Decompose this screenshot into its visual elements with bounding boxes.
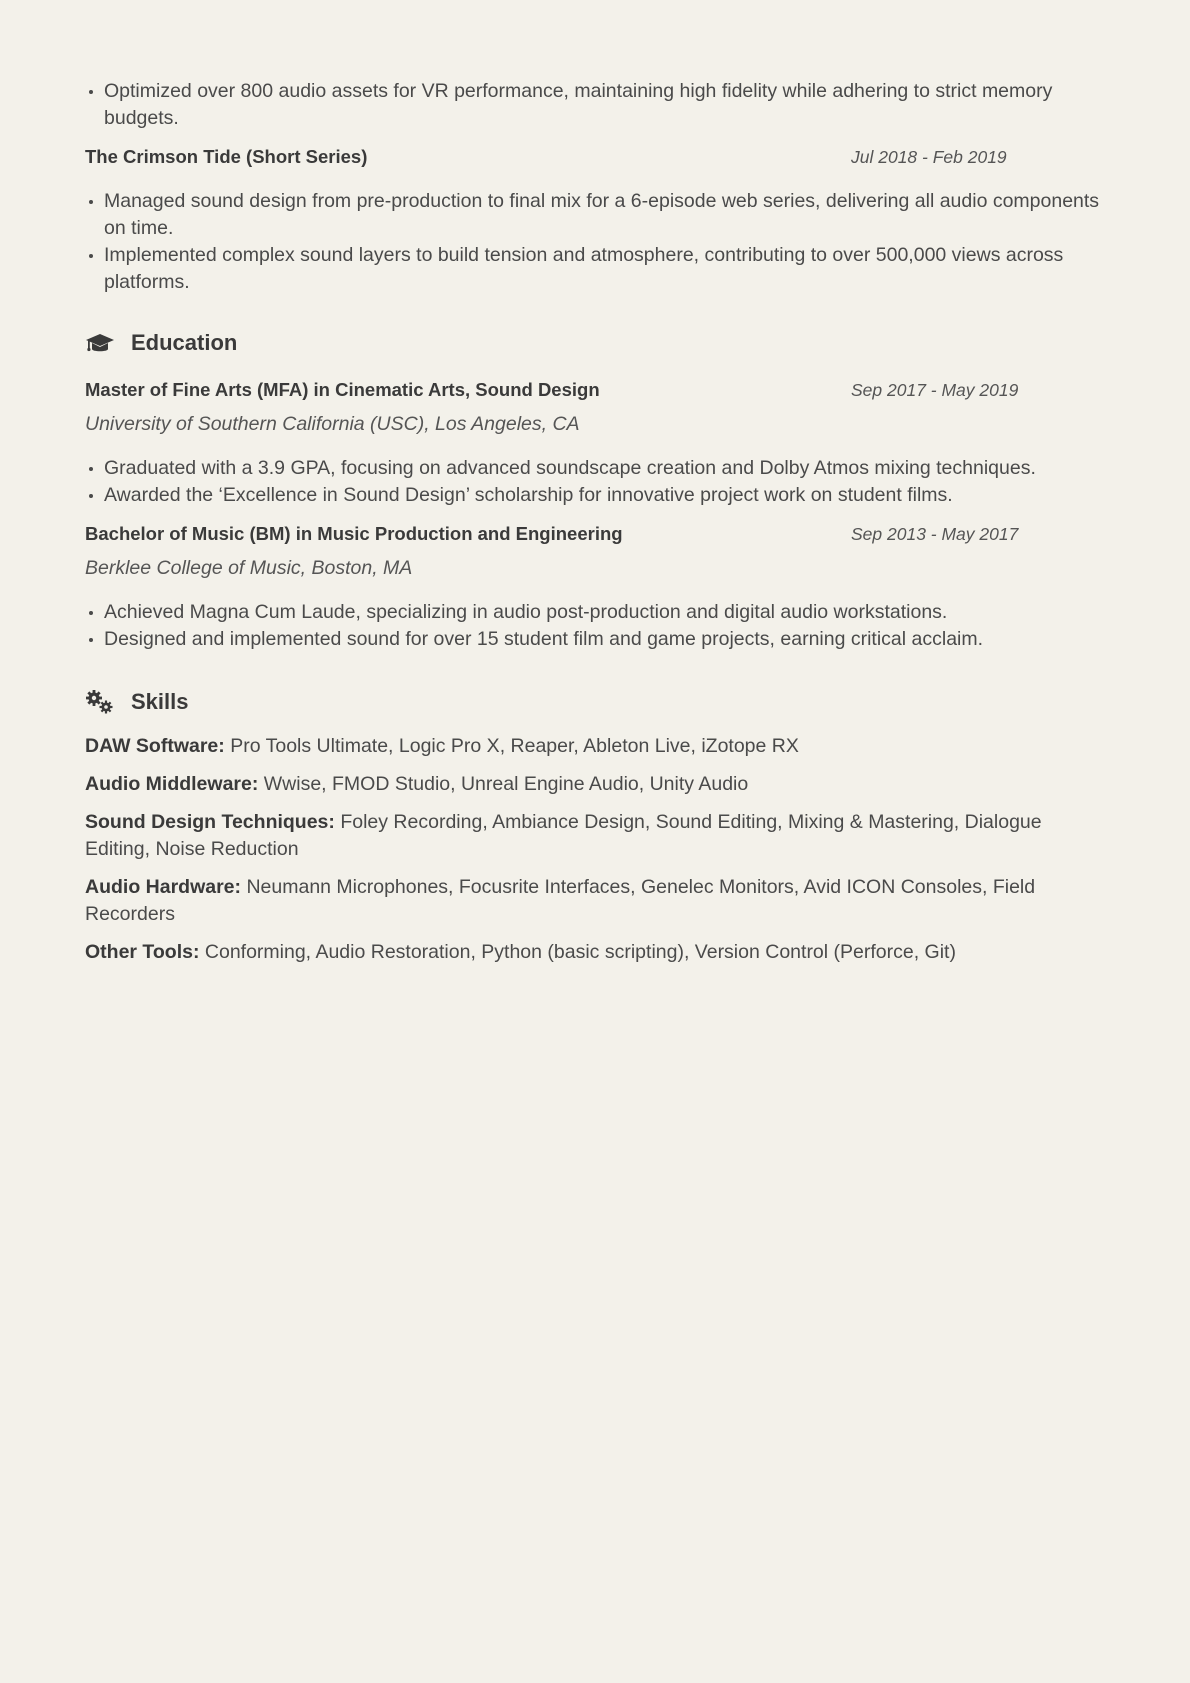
entry-title: Bachelor of Music (BM) in Music Production and Engineering (85, 523, 623, 544)
entry-title: The Crimson Tide (Short Series) (85, 146, 368, 167)
list-item: Awarded the ‘Excellence in Sound Design’ scholarship for innovative project work on student films. (104, 482, 1105, 509)
list-item: Achieved Magna Cum Laude, specializing in audio post-production and digital audio workstations. (104, 599, 1105, 626)
skill-label: Other Tools: (85, 941, 200, 963)
education-entry-header (85, 519, 1105, 549)
institution: Berklee College of Music, Boston, MA (85, 557, 413, 579)
section-title: Education (131, 330, 238, 355)
resume-page (85, 78, 1105, 966)
skill-value: Foley Recording, Ambiance Design, Sound Editing, Mixing & Mastering, Dialogue Editing, Noise Reduction (85, 811, 1042, 860)
entry-title: Master of Fine Arts (MFA) in Cinematic Arts, Sound Design (85, 379, 600, 400)
experience-entry-bullets (85, 188, 1105, 296)
skill-row (85, 809, 1105, 863)
experience-bullets (85, 78, 1105, 132)
skill-label: DAW Software: (85, 735, 225, 757)
skill-value: Pro Tools Ultimate, Logic Pro X, Reaper, Ableton Live, iZotope RX (230, 735, 799, 757)
skill-value: Wwise, FMOD Studio, Unreal Engine Audio, Unity Audio (263, 773, 749, 795)
gears-icon (85, 689, 115, 715)
skill-row (85, 874, 1105, 928)
skill-row (85, 771, 1105, 798)
list-item: Designed and implemented sound for over 15 student film and game projects, earning critical acclaim. (104, 626, 1105, 653)
list-item: Managed sound design from pre-production to final mix for a 6-episode web series, delivering all audio components on time. (104, 188, 1105, 242)
skill-label: Audio Middleware: (85, 773, 259, 795)
education-entry-header (85, 375, 1105, 405)
skill-label: Audio Hardware: (85, 876, 242, 898)
section-title: Skills (131, 689, 189, 714)
skill-value: Conforming, Audio Restoration, Python (basic scripting), Version Control (Perforce, Git) (204, 941, 956, 963)
experience-entry-header (85, 142, 1105, 172)
entry-date: Sep 2013 - May 2017 (851, 524, 1019, 544)
graduation-cap-icon (85, 330, 115, 356)
education-bullets (85, 599, 1105, 653)
entry-date: Jul 2018 - Feb 2019 (851, 147, 1007, 167)
list-item: Optimized over 800 audio assets for VR performance, maintaining high fidelity while adhering to strict memory budgets. (104, 78, 1105, 132)
education-section-header (85, 326, 1105, 360)
list-item: Implemented complex sound layers to build tension and atmosphere, contributing to over 500,000 views across platforms. (104, 242, 1105, 296)
list-item: Graduated with a 3.9 GPA, focusing on advanced soundscape creation and Dolby Atmos mixing techniques. (104, 455, 1105, 482)
skill-label: Sound Design Techniques: (85, 811, 335, 833)
institution: University of Southern California (USC), Los Angeles, CA (85, 413, 580, 435)
entry-date: Sep 2017 - May 2019 (851, 380, 1019, 400)
skills-section-header (85, 685, 1105, 719)
skill-row (85, 733, 1105, 760)
skill-row (85, 939, 1105, 966)
education-bullets (85, 455, 1105, 509)
skill-value: Neumann Microphones, Focusrite Interfaces, Genelec Monitors, Avid ICON Consoles, Field Recorders (85, 876, 1036, 925)
